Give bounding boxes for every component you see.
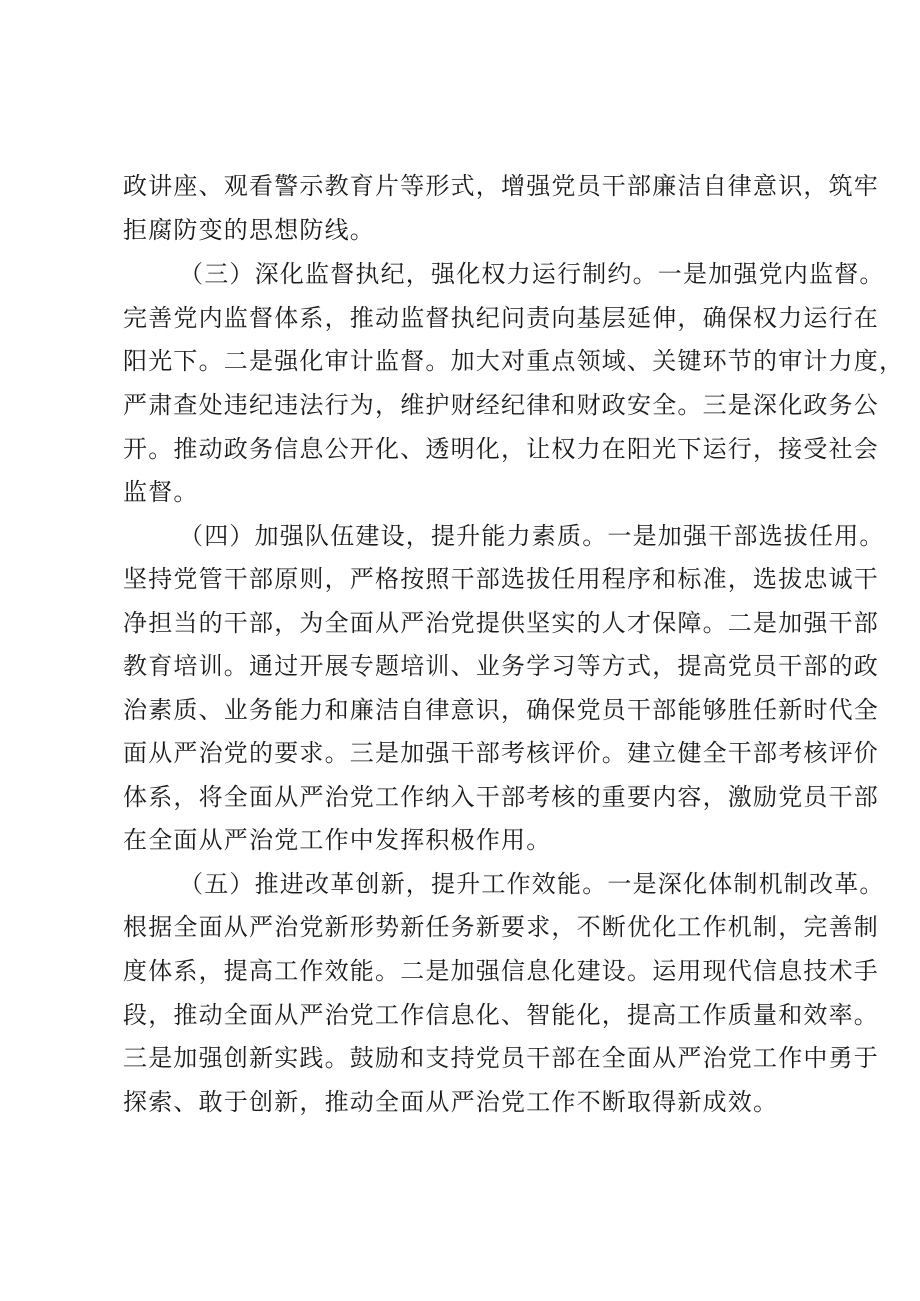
text-line: 根据全面从严治党新形势新任务新要求，不断优化工作机制，完善制: [123, 913, 879, 941]
text-line: 体系，将全面从严治党工作纳入干部考核的重要内容，激励党员干部: [123, 783, 879, 811]
text-line: 阳光下。二是强化审计监督。加大对重点领域、关键环节的审计力度，: [123, 347, 905, 375]
text-line: 面从严治党的要求。三是加强干部考核评价。建立健全干部考核评价: [123, 739, 879, 767]
text-line: 度体系，提高工作效能。二是加强信息化建设。运用现代信息技术手: [123, 957, 879, 985]
text-line: 严肃查处违纪违法行为，维护财经纪律和财政安全。三是深化政务公: [123, 391, 879, 419]
section-heading-5: （五）推进改革创新，提升工作效能。一是深化体制机制改革。: [179, 870, 885, 898]
text-line: 完善党内监督体系，推动监督执纪问责向基层延伸，确保权力运行在: [123, 304, 879, 332]
text-line: 治素质、业务能力和廉洁自律意识，确保党员干部能够胜任新时代全: [123, 696, 879, 724]
section-heading-4: （四）加强队伍建设，提升能力素质。一是加强干部选拔任用。: [179, 522, 885, 550]
text-line: 教育培训。通过开展专题培训、业务学习等方式，提高党员干部的政: [123, 652, 879, 680]
text-line: 监督。: [123, 478, 199, 506]
text-line: 净担当的干部，为全面从严治党提供坚实的人才保障。二是加强干部: [123, 609, 879, 637]
text-line: 政讲座、观看警示教育片等形式，增强党员干部廉洁自律意识，筑牢: [123, 172, 879, 200]
text-line: 开。推动政务信息公开化、透明化，让权力在阳光下运行，接受社会: [123, 435, 879, 463]
text-line: 拒腐防变的思想防线。: [123, 216, 375, 244]
text-line: 探索、敢于创新，推动全面从严治党工作不断取得新成效。: [123, 1088, 779, 1116]
text-line: 三是加强创新实践。鼓励和支持党员干部在全面从严治党工作中勇于: [123, 1044, 879, 1072]
section-heading-3: （三）深化监督执纪，强化权力运行制约。一是加强党内监督。: [179, 260, 885, 288]
text-line: 段，推动全面从严治党工作信息化、智能化，提高工作质量和效率。: [123, 1001, 879, 1029]
text-line: 坚持党管干部原则，严格按照干部选拔任用程序和标准，选拔忠诚干: [123, 565, 879, 593]
text-line: 在全面从严治党工作中发挥积极作用。: [123, 826, 552, 854]
